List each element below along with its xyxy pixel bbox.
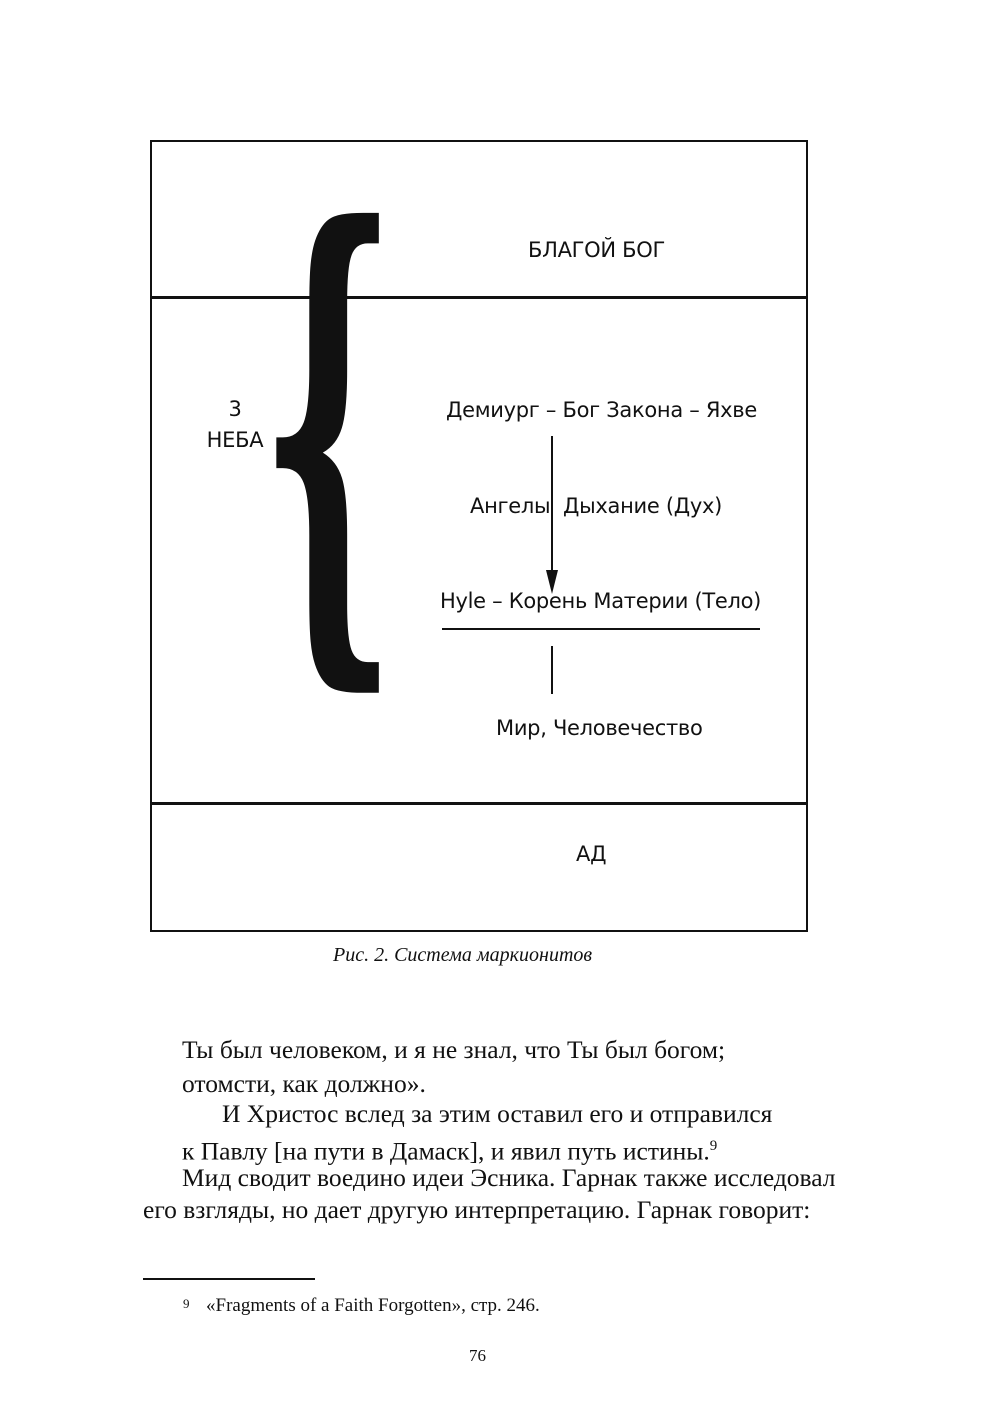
hell-label: АД: [576, 842, 607, 866]
footnote-text: «Fragments of a Faith Forgotten», стр. 246.: [206, 1295, 540, 1316]
figure-divider-top: [150, 296, 808, 299]
body-line-1: Ты был человеком, и я не знал, что Ты был богом;: [182, 1035, 726, 1064]
demiurge-label: Демиург – Бог Закона – Яхве: [446, 398, 757, 422]
figure-divider-bottom: [150, 802, 808, 805]
hyle-underline: [442, 628, 760, 630]
body-line-3: И Христос вслед за этим оставил его и отправился: [222, 1099, 773, 1128]
curly-brace: {: [258, 120, 399, 731]
footnote-number: 9: [183, 1296, 190, 1311]
good-god-label: БЛАГОЙ БОГ: [528, 238, 666, 262]
breath-spirit-label: Дыхание (Дух): [563, 494, 723, 518]
angels-label: Ангелы: [470, 494, 551, 518]
world-connector-line: [551, 646, 553, 694]
figure-frame: [150, 120, 808, 932]
footnote-separator: [143, 1278, 315, 1280]
figure-caption: Рис. 2. Система маркионитов: [333, 944, 593, 966]
three-heavens-number: 3: [228, 397, 242, 421]
body-line-5: Мид сводит воедино идеи Эсника. Гарнак также исследовал: [182, 1163, 836, 1192]
three-heavens-label: НЕБА: [206, 428, 264, 452]
body-line-4-text: к Павлу [на пути в Дамаск], и явил путь истины.: [182, 1136, 710, 1166]
body-line-6: его взгляды, но дает другую интерпретацию. Гарнак говорит:: [143, 1195, 811, 1224]
world-label: Мир, Человечество: [496, 716, 703, 740]
page-number: 76: [469, 1346, 486, 1365]
hyle-label: Hyle – Корень Материи (Тело): [440, 589, 762, 613]
body-line-2: отомсти, как должно».: [182, 1069, 426, 1098]
footnote-reference[interactable]: 9: [709, 1138, 718, 1154]
